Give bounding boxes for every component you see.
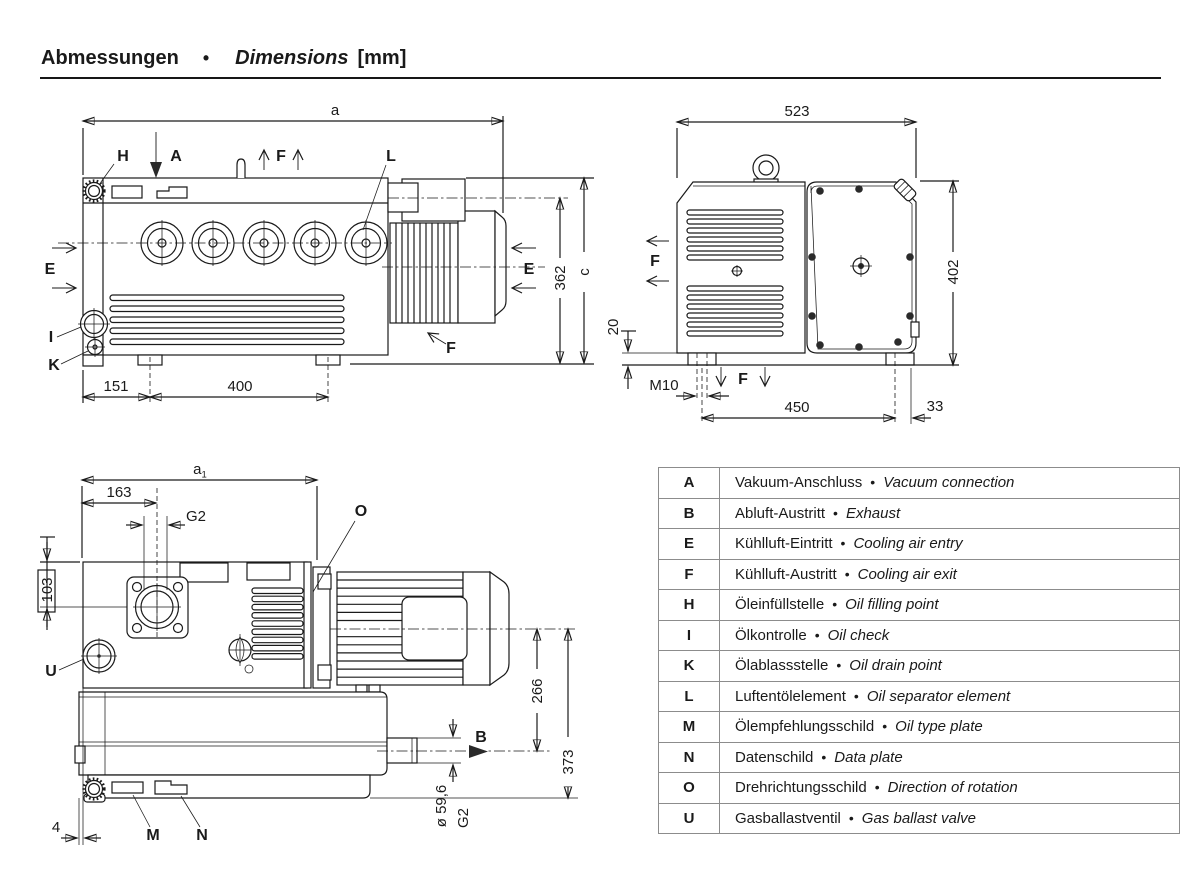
legend-table	[658, 467, 1180, 834]
dim-20-value: 20	[605, 318, 622, 336]
exhaust-port	[387, 738, 417, 763]
dim-402-value: 402	[945, 259, 962, 285]
legend-en: Oil type plate	[895, 718, 983, 736]
legend-de: Ölkontrolle	[735, 626, 807, 644]
exhaust-oil-box	[75, 692, 417, 802]
label-separator-L: L	[386, 148, 396, 165]
dim-g2-exhaust-value: G2	[455, 807, 472, 829]
label-air-right-E: E	[523, 261, 535, 278]
legend-en: Cooling air entry	[853, 535, 963, 553]
latch	[911, 322, 919, 337]
legend-key: U	[659, 803, 720, 834]
dim-dia-value: ø 59,6	[433, 784, 450, 828]
legend-row	[659, 803, 1180, 834]
motor	[388, 179, 506, 323]
legend-row	[659, 468, 1180, 499]
legend-en: Oil filling point	[845, 596, 939, 614]
legend-de: Kühlluft-Eintritt	[735, 535, 833, 553]
label-air-bottom-F: F	[446, 340, 456, 357]
clamp	[75, 746, 85, 763]
legend-row	[659, 529, 1180, 560]
legend-de: Öleinfüllstelle	[735, 596, 825, 614]
legend-key: L	[659, 681, 720, 712]
legend-bullet: •	[870, 474, 876, 491]
label-oil-check-I: I	[48, 329, 54, 346]
dim-20	[605, 319, 636, 389]
dim-163-value: 163	[106, 484, 132, 501]
dim-exhaust-port	[417, 719, 472, 828]
pump-end-section	[677, 182, 805, 353]
dim-151-value: 151	[103, 378, 129, 395]
dim-523-value: 523	[784, 103, 810, 120]
legend-en: Oil separator element	[866, 687, 1011, 705]
legend-key: B	[659, 498, 720, 529]
legend-de: Abluft-Austritt	[735, 504, 826, 522]
label-air-top-F: F	[276, 148, 286, 165]
legend-en: Cooling air exit	[857, 565, 957, 583]
page-title	[41, 47, 406, 70]
legend-de: Ölempfehlungsschild	[735, 718, 875, 736]
label-oil-fill-H: H	[117, 148, 129, 165]
top-view-drawing	[30, 450, 590, 870]
legend-en: Oil drain point	[849, 657, 942, 675]
legend-en: Oil check	[827, 626, 890, 644]
legend-row	[659, 742, 1180, 773]
label-air-left-E: E	[44, 261, 56, 278]
label-oil-plate-M: M	[146, 827, 160, 844]
legend-de: Vakuum-Anschluss	[735, 474, 863, 492]
legend-bullet: •	[836, 657, 842, 674]
dim-266	[529, 629, 546, 751]
dim-g2-port-value: G2	[186, 508, 207, 525]
legend-key: E	[659, 529, 720, 560]
title-underline	[40, 77, 1161, 79]
legend-bullet: •	[882, 718, 888, 735]
legend-bullet: •	[833, 504, 838, 521]
dim-450-33	[702, 398, 943, 418]
pump-body	[83, 159, 388, 366]
legend-bullet: •	[821, 748, 827, 765]
dim-151-400	[83, 357, 328, 403]
dim-362	[552, 198, 569, 363]
legend-key: H	[659, 590, 720, 621]
dim-266-value: 266	[529, 678, 546, 704]
legend-row	[659, 651, 1180, 682]
legend-bullet: •	[832, 596, 838, 613]
dim-c-value: c	[576, 268, 593, 276]
vacuum-flange	[127, 577, 188, 638]
legend-bullet: •	[840, 535, 846, 552]
exhaust-box-cover	[807, 178, 919, 353]
vacuum-arrow-icon	[150, 162, 162, 178]
dim-m10	[649, 377, 729, 396]
legend-key: F	[659, 559, 720, 590]
legend-bullet: •	[853, 687, 859, 704]
oil-type-plate	[112, 782, 143, 793]
legend-key: N	[659, 742, 720, 773]
legend-row	[659, 559, 1180, 590]
dim-373-value: 373	[560, 749, 577, 775]
label-air-bottom-F: F	[738, 371, 748, 388]
legend-en: Exhaust	[845, 504, 901, 522]
legend-bullet: •	[874, 779, 880, 796]
dim-103	[38, 537, 80, 630]
dim-163	[82, 484, 156, 503]
legend-row	[659, 498, 1180, 529]
title-german: Abmessungen	[41, 47, 179, 69]
legend-de: Datenschild	[735, 748, 814, 766]
legend-row	[659, 773, 1180, 804]
motor-top	[337, 572, 509, 692]
label-data-plate-N: N	[196, 827, 208, 844]
dim-402	[920, 181, 962, 365]
terminal-box-top	[402, 597, 467, 660]
air-out-arrow-icon	[428, 333, 446, 344]
legend-de: Luftentölelement	[735, 687, 846, 705]
legend-row	[659, 620, 1180, 651]
title-bullet: •	[202, 48, 210, 68]
legend-de: Ölablassstelle	[735, 657, 829, 675]
dim-4-value: 4	[51, 819, 61, 836]
title-english: Dimensions	[235, 47, 349, 69]
legend-en: Direction of rotation	[887, 779, 1018, 797]
coupling-band	[304, 562, 311, 688]
legend-de: Drehrichtungsschild	[735, 779, 867, 797]
legend-en: Data plate	[834, 748, 903, 766]
legend-en: Vacuum connection	[883, 474, 1015, 492]
dim-a-value: a	[330, 102, 340, 119]
legend-row	[659, 681, 1180, 712]
label-gas-ballast-U: U	[45, 663, 57, 680]
legend-row	[659, 590, 1180, 621]
label-oil-drain-K: K	[48, 357, 60, 374]
pump-housing-top	[81, 562, 331, 688]
legend-de: Kühlluft-Austritt	[735, 565, 837, 583]
label-vacuum-A: A	[170, 148, 182, 165]
legend-key: O	[659, 773, 720, 804]
label-air-left-F: F	[650, 253, 660, 270]
label-exhaust-B: B	[475, 729, 487, 746]
lifting-eye	[753, 155, 779, 184]
label-rotation-O: O	[354, 503, 368, 520]
legend-en: Gas ballast valve	[861, 809, 977, 827]
legend-bullet: •	[844, 565, 850, 582]
side-view-drawing	[30, 100, 630, 430]
legend-key: I	[659, 620, 720, 651]
dim-523	[677, 103, 916, 178]
end-view-drawing	[600, 100, 980, 430]
legend-bullet: •	[814, 626, 820, 643]
dim-362-value: 362	[552, 265, 569, 291]
legend-key: M	[659, 712, 720, 743]
legend-de: Gasballastventil	[735, 809, 841, 827]
dim-400-value: 400	[227, 378, 253, 395]
legend-key: A	[659, 468, 720, 499]
legend-row	[659, 712, 1180, 743]
dim-a1-value: $a_1$	[193, 461, 207, 481]
dim-m10-value: M10	[649, 377, 679, 394]
title-unit: [mm]	[357, 47, 407, 69]
dim-33-value: 33	[926, 398, 944, 415]
legend-key: K	[659, 651, 720, 682]
dim-450-value: 450	[784, 399, 810, 416]
dim-103-value: 103	[39, 577, 56, 603]
legend-bullet: •	[848, 809, 854, 826]
exhaust-arrow-icon	[469, 745, 488, 758]
